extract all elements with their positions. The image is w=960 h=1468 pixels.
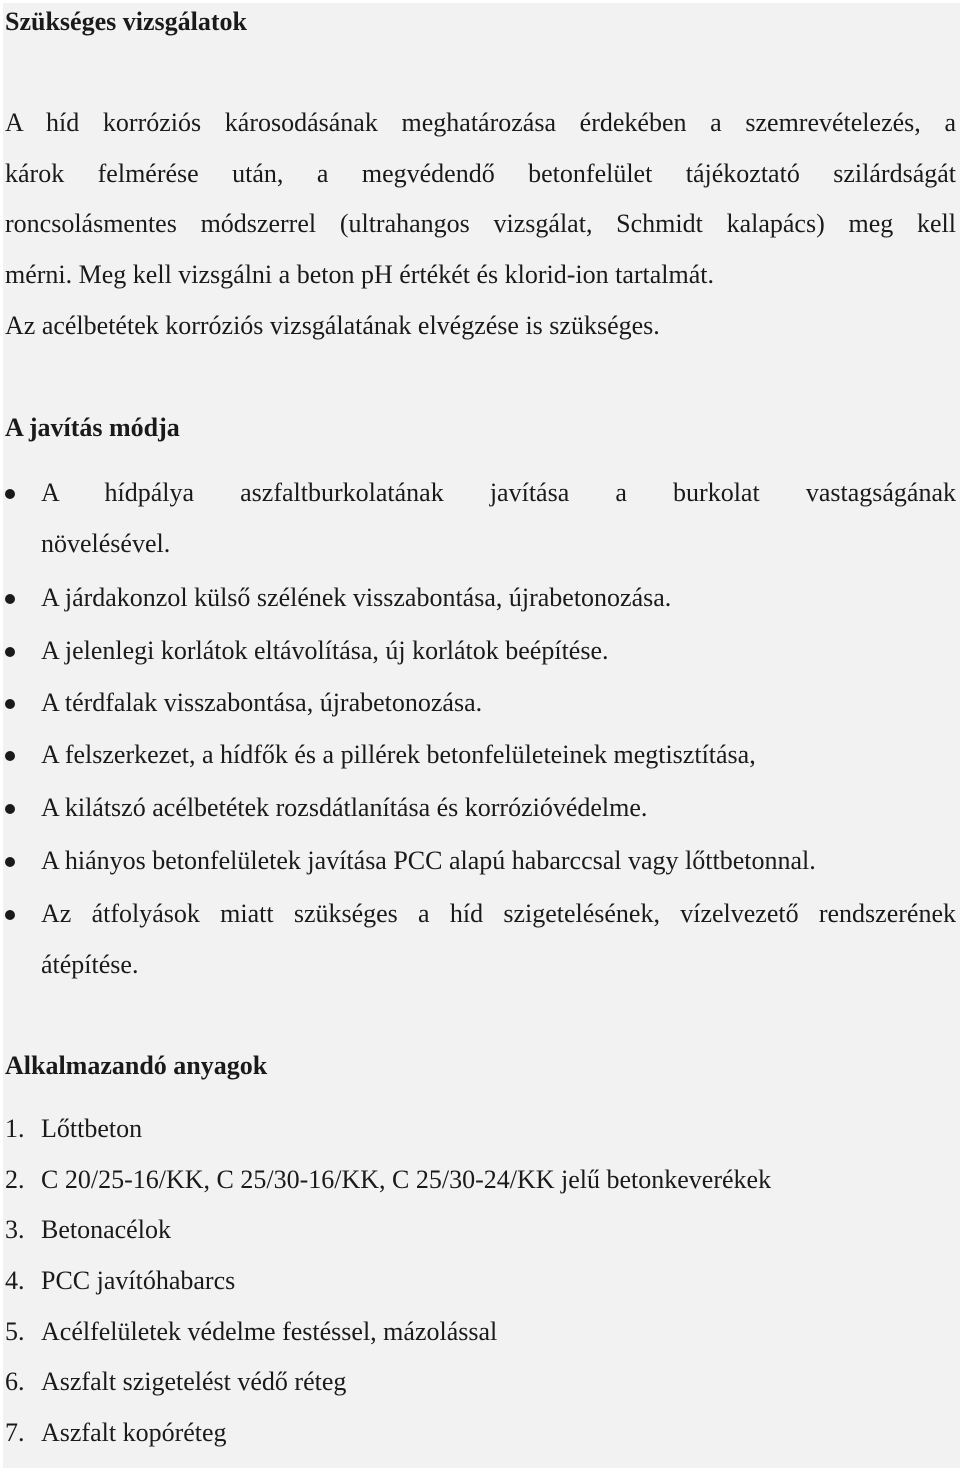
paragraph-line: roncsolásmentes módszerrel (ultrahangos vizsgálat, Schmidt kalapács) meg kell — [5, 209, 956, 238]
list-item: Acélfelületek védelme festéssel, mázolással — [41, 1317, 498, 1346]
bullet-dot — [5, 857, 15, 867]
list-number: 6. — [5, 1367, 25, 1396]
paragraph-line: mérni. Meg kell vizsgálni a beton pH értékét és klorid-ion tartalmát. — [5, 260, 715, 289]
bullet-item-line: A hídpálya aszfaltburkolatának javítása a burkolat vastagságának — [41, 478, 956, 507]
list-number: 2. — [5, 1165, 25, 1194]
bullet-dot — [5, 594, 15, 604]
section-heading-javitas-modja: A javítás módja — [5, 413, 180, 442]
list-number: 3. — [5, 1215, 25, 1244]
bullet-dot — [5, 910, 15, 920]
list-item: C 20/25-16/KK, C 25/30-16/KK, C 25/30-24/KK jelű betonkeverékek — [41, 1165, 772, 1194]
bullet-item-line: A járdakonzol külső szélének visszabontása, újrabetonozása. — [41, 583, 672, 612]
bullet-dot — [5, 699, 15, 709]
list-number: 5. — [5, 1317, 25, 1346]
section-heading-anyagok: Alkalmazandó anyagok — [5, 1051, 268, 1080]
bullet-dot — [5, 647, 15, 657]
bullet-item-line: A kilátszó acélbetétek rozsdátlanítása és korrózióvédelme. — [41, 793, 648, 822]
bullet-item-line: A hiányos betonfelületek javítása PCC alapú habarccsal vagy lőttbetonnal. — [41, 846, 816, 875]
bullet-item-line: A felszerkezet, a hídfők és a pillérek betonfelületeinek megtisztítása, — [41, 740, 756, 769]
list-item: PCC javítóhabarcs — [41, 1266, 236, 1295]
list-item: Aszfalt szigetelést védő réteg — [41, 1367, 347, 1396]
bullet-item-line: Az átfolyások miatt szükséges a híd szigetelésének, vízelvezető rendszerének — [41, 899, 956, 928]
list-number: 1. — [5, 1114, 25, 1143]
paragraph-line: Az acélbetétek korróziós vizsgálatának elvégzése is szükséges. — [5, 311, 660, 340]
bullet-item-line: növelésével. — [41, 529, 171, 558]
paragraph-line: A híd korróziós károsodásának meghatározása érdekében a szemrevételezés, a — [5, 108, 956, 137]
paragraph-line: károk felmérése után, a megvédendő betonfelület tájékoztató szilárdságát — [5, 159, 956, 188]
bullet-dot — [5, 489, 15, 499]
bullet-dot — [5, 804, 15, 814]
bullet-item-line: átépítése. — [41, 950, 139, 979]
bullet-dot — [5, 751, 15, 761]
list-number: 7. — [5, 1418, 25, 1447]
list-number: 4. — [5, 1266, 25, 1295]
list-item: Aszfalt kopóréteg — [41, 1418, 227, 1447]
bullet-item-line: A térdfalak visszabontása, újrabetonozása. — [41, 688, 483, 717]
bullet-item-line: A jelenlegi korlátok eltávolítása, új korlátok beépítése. — [41, 636, 609, 665]
section-heading-vizsgalatok: Szükséges vizsgálatok — [5, 7, 247, 36]
list-item: Lőttbeton — [41, 1114, 143, 1143]
list-item: Betonacélok — [41, 1215, 171, 1244]
